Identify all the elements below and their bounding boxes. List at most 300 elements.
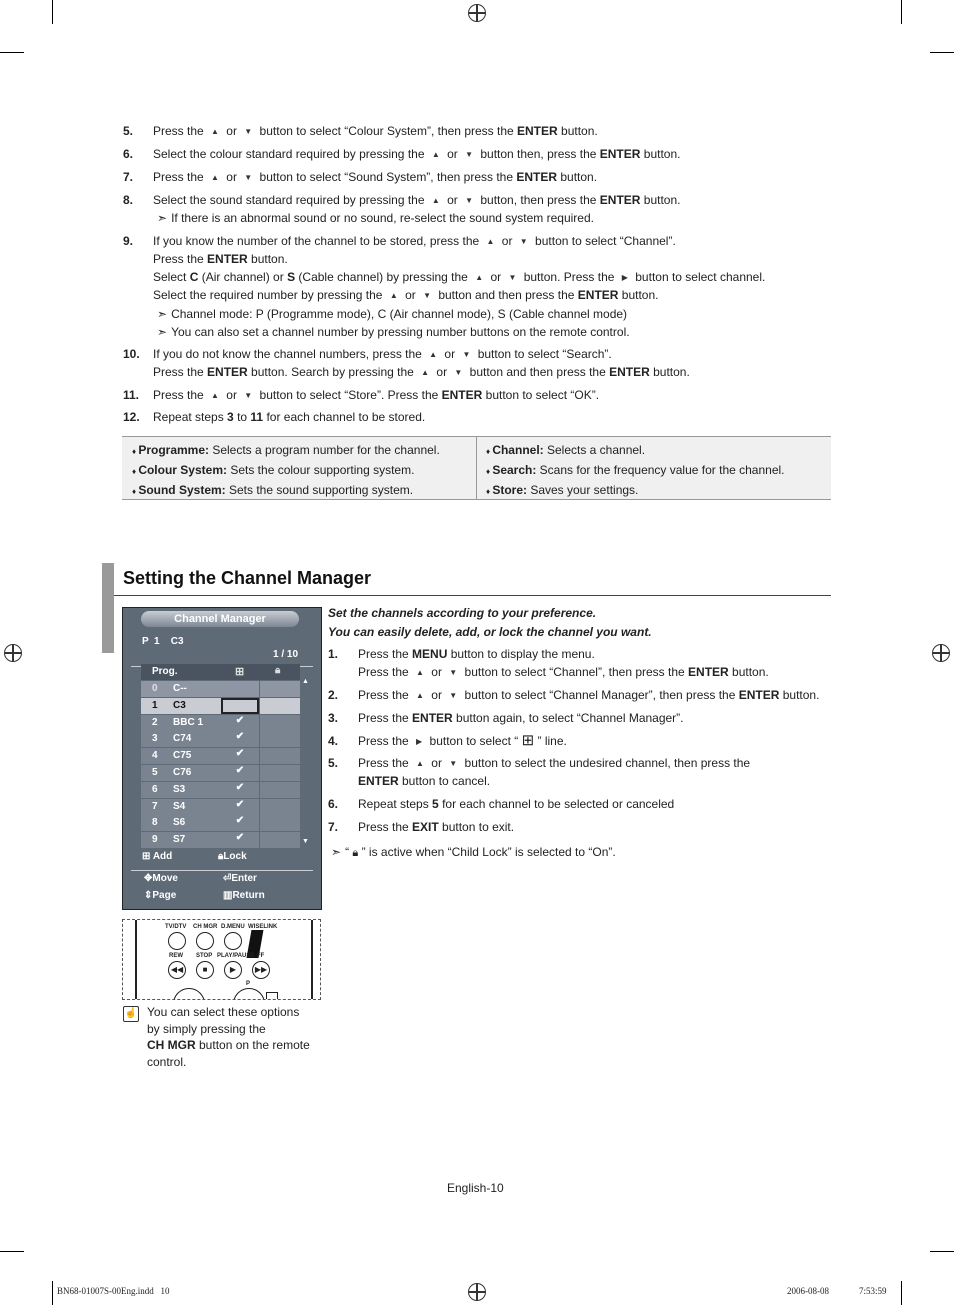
bold-text: ENTER: [441, 388, 483, 402]
check-icon: ✔: [221, 748, 259, 764]
osd-enter-legend: [223, 873, 257, 884]
step-number: 5.: [123, 124, 134, 138]
up-arrow-icon: ▲: [389, 291, 398, 300]
section-intro: [328, 604, 652, 642]
info-item: [132, 441, 440, 461]
prog-number: 5: [152, 767, 158, 778]
crop-mark: [930, 1251, 954, 1252]
bold-text: MENU: [412, 647, 448, 661]
channel-name: S6: [173, 817, 186, 829]
step-text: Select the sound standard required by pressing the: [153, 193, 428, 207]
step-text: button to select channel.: [631, 270, 766, 284]
step-text: Press the: [153, 252, 208, 266]
footer-date: 2006-08-08: [787, 1286, 829, 1296]
lock-icon: 🔒︎: [275, 665, 281, 676]
bold-text: ENTER: [609, 365, 650, 379]
osd-lock-legend: [218, 851, 247, 862]
channel-name: S3: [173, 783, 186, 795]
channel-name: C--: [173, 683, 187, 694]
step-text: button, then press the: [477, 193, 600, 207]
lock-icon: 🔒︎: [218, 851, 224, 862]
info-term: Sound System:: [138, 483, 226, 497]
info-desc: Sets the sound supporting system.: [225, 483, 414, 497]
step-line: [153, 145, 680, 164]
bullet-icon: ♦: [132, 467, 139, 476]
lock-cell: [260, 799, 300, 815]
check-icon: ✔: [221, 832, 259, 848]
prog-number: 9: [152, 834, 158, 846]
step-text: “: [345, 845, 353, 859]
step-line: [153, 286, 658, 305]
add-label: Add: [152, 851, 173, 862]
page-label: Page: [152, 890, 177, 901]
step-line: [153, 345, 612, 364]
remote-note-line: control.: [147, 1054, 187, 1069]
check-icon: ✔: [221, 731, 259, 747]
remote-label: STOP: [196, 953, 213, 959]
osd-cell: [141, 815, 221, 831]
up-arrow-icon: ▲: [416, 759, 424, 768]
osd-channel-row[interactable]: [141, 731, 300, 747]
stop-icon[interactable]: ■: [196, 961, 214, 979]
step-text: Repeat steps: [153, 410, 228, 424]
info-desc: Saves your settings.: [526, 483, 639, 497]
lock-cell: [260, 748, 300, 764]
step-text: or: [401, 288, 420, 302]
prog-number: 4: [152, 750, 158, 762]
check-icon: ✔: [221, 765, 259, 781]
return-icon: ▥: [223, 890, 233, 901]
channel-name: C3: [173, 699, 186, 711]
step-text: button then, press the: [477, 147, 600, 161]
osd-channel-row[interactable]: [141, 748, 300, 764]
bullet-icon: ♦: [132, 487, 139, 496]
down-arrow-icon: ▼: [462, 350, 471, 359]
down-arrow-icon: ▼: [449, 691, 458, 700]
step-text: or: [487, 270, 505, 284]
step-text: Select the colour standard required by pressing the: [153, 147, 428, 161]
up-arrow-icon: ▲: [475, 273, 484, 282]
osd-return-legend: [223, 890, 265, 901]
bold-text: ENTER: [599, 193, 641, 207]
lock-label: Lock: [223, 851, 247, 862]
step-text: button to exit.: [438, 820, 515, 834]
step-line: [153, 232, 676, 251]
step-text: Press the: [153, 170, 208, 184]
channel-name: C75: [173, 750, 192, 762]
channel-name: S4: [173, 800, 186, 812]
step-line: [157, 209, 594, 227]
prog-number: 0: [152, 683, 158, 694]
crop-mark: [901, 0, 902, 24]
info-term: Search:: [492, 463, 537, 477]
move-label: Move: [152, 873, 178, 884]
up-arrow-icon: ▲: [211, 391, 219, 400]
enter-label: Enter: [231, 873, 257, 884]
remote-note: [147, 1004, 310, 1070]
remote-label: CH MGR: [193, 924, 218, 930]
step-text: button to select “Store”. Press the: [256, 388, 442, 402]
bullet-icon: ♦: [486, 487, 493, 496]
prog-number: 3: [152, 733, 158, 745]
crop-mark: [0, 52, 24, 53]
footer-file-name: BN68-01007S-00Eng.indd 10: [57, 1286, 170, 1296]
step-text: button. Search by pressing the: [247, 365, 418, 379]
down-arrow-icon: ▼: [465, 196, 474, 205]
check-icon: ✔: [221, 815, 259, 831]
step-line: [153, 168, 597, 187]
step-number: 9.: [123, 234, 134, 248]
remote-label: D.MENU: [221, 924, 245, 930]
add-icon: ⊞: [235, 666, 245, 678]
step-number: 11.: [123, 388, 140, 402]
step-text: button to display the menu.: [447, 647, 595, 661]
step-text: Select: [153, 270, 190, 284]
bold-text: 5: [432, 797, 439, 811]
bold-text: ENTER: [688, 665, 729, 679]
bold-text: ENTER: [207, 252, 248, 266]
remote-note-line: by simply pressing the: [147, 1021, 266, 1036]
step-text: button.: [779, 688, 820, 702]
info-desc: Selects a channel.: [543, 443, 646, 457]
step-number: 3.: [328, 711, 339, 725]
osd-cell: [141, 782, 221, 798]
osd-move-legend: [144, 873, 178, 884]
info-desc: Sets the colour supporting system.: [227, 463, 415, 477]
down-arrow-icon: ▼: [449, 759, 458, 768]
remote-hand-icon: ☝: [123, 1006, 139, 1022]
step-text: or: [443, 193, 462, 207]
osd-page-legend: [144, 890, 176, 901]
step-text: button to select “Colour System”, then press the: [256, 124, 518, 138]
osd-cell: [141, 681, 221, 697]
bold-text: C: [189, 270, 199, 284]
step-line: [358, 709, 684, 727]
info-term: Channel:: [492, 443, 544, 457]
bold-text: ENTER: [517, 124, 558, 138]
note-arrow-icon: ➣: [157, 307, 168, 321]
right-arrow-icon: ▶: [416, 737, 423, 746]
step-line: [153, 122, 598, 141]
lock-cell: [260, 782, 300, 798]
step-number: 1.: [328, 647, 339, 661]
down-arrow-icon: ▼: [454, 368, 463, 377]
osd-cell: [141, 799, 221, 815]
osd-cell: [141, 765, 221, 781]
remote-label: WISELINK: [248, 924, 278, 930]
channel-name: BBC 1: [173, 716, 204, 728]
bold-text: ENTER: [207, 365, 248, 379]
step-text: Press the: [153, 124, 208, 138]
down-arrow-icon: ▼: [244, 127, 253, 136]
bold-text: ENTER: [738, 688, 780, 702]
osd-channel-row[interactable]: [141, 765, 300, 781]
step-line: [153, 268, 765, 287]
osd-cell: [141, 715, 221, 731]
note-arrow-icon: ➣: [331, 845, 342, 859]
step-text: button to select “Sound System”, then press the: [256, 170, 517, 184]
registration-mark-icon: [468, 1283, 486, 1301]
info-item: [486, 441, 785, 461]
remote-label: P: [246, 981, 251, 987]
right-arrow-icon: ▶: [621, 273, 628, 282]
section-title: Setting the Channel Manager: [123, 568, 372, 588]
step-number: 4.: [328, 734, 339, 748]
bold-text: 11: [250, 410, 264, 424]
osd-channel-row[interactable]: [141, 698, 300, 714]
step-number: 7.: [123, 170, 134, 184]
registration-mark-icon: [468, 4, 486, 22]
crop-mark: [0, 1251, 24, 1252]
step-text: button to select “Channel”.: [531, 234, 676, 248]
scroll-down-icon: ▼: [302, 838, 309, 845]
osd-title: Channel Manager: [141, 611, 299, 627]
info-term: Colour System:: [138, 463, 227, 477]
lock-cell: [260, 698, 300, 714]
step-text: Press the: [358, 734, 413, 748]
move-icon: ✥: [144, 873, 153, 884]
step-text: to: [233, 410, 251, 424]
step-text: ” line.: [534, 734, 567, 748]
add-icon: ⊞: [142, 851, 151, 862]
up-arrow-icon: ▲: [416, 691, 424, 700]
check-icon: [221, 698, 259, 714]
step-text: or: [222, 170, 241, 184]
down-arrow-icon: ▼: [244, 173, 253, 182]
d-menu-button[interactable]: [224, 932, 242, 950]
rewind-icon[interactable]: ◀◀: [168, 961, 186, 979]
check-icon: ✔: [221, 782, 259, 798]
step-text: or: [441, 347, 459, 361]
lock-cell: [260, 715, 300, 731]
osd-channel-label: P 1 C3: [142, 636, 184, 647]
down-arrow-icon: ▼: [519, 237, 528, 246]
enter-icon: ⏎: [223, 873, 232, 884]
step-text: You can also set a channel number by pressing number buttons on the remote control.: [171, 325, 630, 339]
step-text: button to select the undesired channel, then press the: [461, 756, 751, 770]
bold-text: ENTER: [358, 774, 399, 788]
tv-dtv-button[interactable]: [168, 932, 186, 950]
info-box: [122, 436, 831, 500]
step-number: 2.: [328, 688, 339, 702]
step-text: ” is active when “Child Lock” is selected to “On”.: [358, 845, 616, 859]
step-text: button and then press the: [466, 365, 610, 379]
note-arrow-icon: ➣: [157, 325, 168, 339]
step-text: Repeat steps: [358, 797, 433, 811]
step-line: [358, 663, 769, 682]
prog-number: 1: [152, 699, 158, 711]
step-text: or: [222, 124, 241, 138]
osd-cell: [141, 748, 221, 764]
play-pause-icon[interactable]: ▶: [224, 961, 242, 979]
bold-text: ENTER: [577, 288, 619, 302]
step-line: [358, 818, 514, 836]
up-arrow-icon: ▲: [431, 150, 440, 159]
intro-line: Set the channels according to your preference.: [328, 606, 597, 620]
remote-note-line: You can select these options: [147, 1005, 300, 1019]
ch-mgr-button[interactable]: [196, 932, 214, 950]
up-arrow-icon: ▲: [486, 237, 495, 246]
step-text: Press the: [358, 756, 413, 770]
info-item: [486, 461, 785, 481]
step-number: 5.: [328, 756, 339, 770]
remote-note-text: button on the remote: [195, 1038, 310, 1052]
up-arrow-icon: ▲: [431, 196, 440, 205]
step-text: Channel mode: P (Programme mode), C (Air channel mode), S (Cable channel mode): [171, 307, 628, 321]
step-text: or: [433, 365, 451, 379]
lock-note: [331, 843, 616, 862]
crop-mark: [52, 0, 53, 24]
step-line: [358, 732, 567, 751]
up-arrow-icon: ▲: [211, 127, 219, 136]
step-text: button and then press the: [435, 288, 578, 302]
step-line: [358, 686, 819, 705]
return-label: Return: [232, 890, 265, 901]
step-text: button.: [557, 170, 598, 184]
down-arrow-icon: ▼: [423, 291, 431, 300]
step-number: 6.: [328, 797, 339, 811]
step-text: button.: [557, 124, 598, 138]
prog-number: 2: [152, 716, 158, 728]
up-arrow-icon: ▲: [429, 350, 438, 359]
footer-time: 7:53:59: [859, 1286, 887, 1296]
remote-note-bold: CH MGR: [147, 1038, 196, 1052]
step-text: Press the: [153, 388, 208, 402]
info-icon: [266, 992, 278, 1000]
step-text: Select the required number by pressing the: [153, 288, 386, 302]
remote-label: TV/DTV: [165, 924, 187, 930]
bullet-icon: ♦: [486, 447, 493, 456]
info-column-right: [486, 441, 785, 501]
divider: [476, 437, 477, 499]
prog-header: Prog.: [152, 666, 178, 677]
lock-cell: [260, 765, 300, 781]
step-line: [358, 645, 595, 663]
info-column-left: [132, 441, 440, 501]
bold-text: S: [287, 270, 296, 284]
info-term: Store:: [492, 483, 527, 497]
down-arrow-icon: ▼: [449, 668, 458, 677]
step-number: 8.: [123, 193, 134, 207]
step-text: or: [443, 147, 462, 161]
osd-channel-row[interactable]: [141, 681, 300, 697]
info-desc: Scans for the frequency value for the channel.: [536, 463, 785, 477]
step-number: 6.: [123, 147, 134, 161]
crop-mark: [52, 1281, 53, 1305]
step-text: button.: [618, 288, 659, 302]
step-text: or: [427, 665, 446, 679]
osd-channel-row[interactable]: [141, 815, 300, 831]
up-arrow-icon: ▲: [416, 668, 424, 677]
step-line: [153, 250, 288, 268]
lock-cell: [260, 681, 300, 697]
step-text: button.: [728, 665, 769, 679]
step-text: Press the: [358, 711, 413, 725]
step-text: for each channel to be stored.: [263, 410, 426, 424]
prog-number: 8: [152, 817, 158, 829]
channel-name: C76: [173, 767, 192, 778]
registration-mark-icon: [4, 644, 22, 662]
check-icon: ✔: [221, 799, 259, 815]
remote-control-illustration: [122, 919, 321, 1000]
lock-icon: 🔒︎: [352, 847, 359, 859]
step-number: 12.: [123, 410, 140, 424]
note-arrow-icon: ➣: [157, 211, 168, 225]
step-text: button. Press the: [520, 270, 618, 284]
step-line: [153, 363, 690, 382]
osd-cell: [141, 698, 221, 714]
osd-channel-row[interactable]: [141, 715, 300, 731]
step-text: Press the: [358, 647, 413, 661]
step-text: Press the: [153, 365, 208, 379]
fast-forward-icon[interactable]: ▶▶: [252, 961, 270, 979]
step-line: [358, 795, 674, 813]
osd-cell: [141, 731, 221, 747]
remote-label: PLAY/PAUSE: [217, 953, 255, 959]
remote-label: REW: [169, 953, 183, 959]
info-desc: Selects a program number for the channel.: [209, 443, 440, 457]
up-arrow-icon: ▲: [211, 173, 219, 182]
osd-channel-row[interactable]: [141, 782, 300, 798]
info-item: [132, 481, 440, 501]
info-term: Programme:: [138, 443, 209, 457]
osd-add-legend: [142, 851, 172, 862]
info-item: [132, 461, 440, 481]
divider: [131, 870, 313, 871]
bold-text: 3: [227, 410, 234, 424]
osd-channel-row[interactable]: [141, 799, 300, 815]
crop-mark: [901, 1281, 902, 1305]
step-text: button to select “OK”.: [482, 388, 600, 402]
step-text: If you know the number of the channel to be stored, press the: [153, 234, 483, 248]
channel-name: C74: [173, 733, 192, 745]
step-number: 10.: [123, 347, 140, 361]
step-text: button to select “: [426, 734, 522, 748]
step-text: button.: [649, 365, 690, 379]
bold-text: ENTER: [516, 170, 558, 184]
step-line: [157, 305, 627, 323]
prog-number: 6: [152, 783, 158, 795]
bold-text: ENTER: [599, 147, 641, 161]
step-text: button to select “Search”.: [474, 347, 612, 361]
up-arrow-icon: ▲: [421, 368, 430, 377]
step-text: or: [498, 234, 516, 248]
registration-mark-icon: [932, 644, 950, 662]
check-icon: [221, 681, 259, 697]
page-number: English-10: [447, 1181, 504, 1195]
step-text: or: [427, 688, 446, 702]
prog-number: 7: [152, 800, 158, 812]
intro-line: You can easily delete, add, or lock the channel you want.: [328, 625, 652, 639]
divider: [114, 595, 831, 596]
remote-note-line: [147, 1037, 310, 1054]
remote-body: [135, 919, 313, 1000]
step-text: button to select “Channel Manager”, then press the: [461, 688, 739, 702]
step-text: (Cable channel) by pressing the: [295, 270, 472, 284]
info-item: [486, 481, 785, 501]
step-text: (Air channel) or: [198, 270, 288, 284]
down-arrow-icon: ▼: [244, 391, 253, 400]
step-text: or: [427, 756, 446, 770]
bullet-icon: ♦: [486, 467, 493, 476]
step-line: [358, 772, 490, 790]
step-text: for each channel to be selected or canceled: [438, 797, 675, 811]
step-text: If you do not know the channel numbers, press the: [153, 347, 426, 361]
check-icon: ✔: [221, 715, 259, 731]
osd-channel-row[interactable]: [141, 832, 300, 848]
step-text: button again, to select “Channel Manager”.: [452, 711, 684, 725]
lock-cell: [260, 731, 300, 747]
